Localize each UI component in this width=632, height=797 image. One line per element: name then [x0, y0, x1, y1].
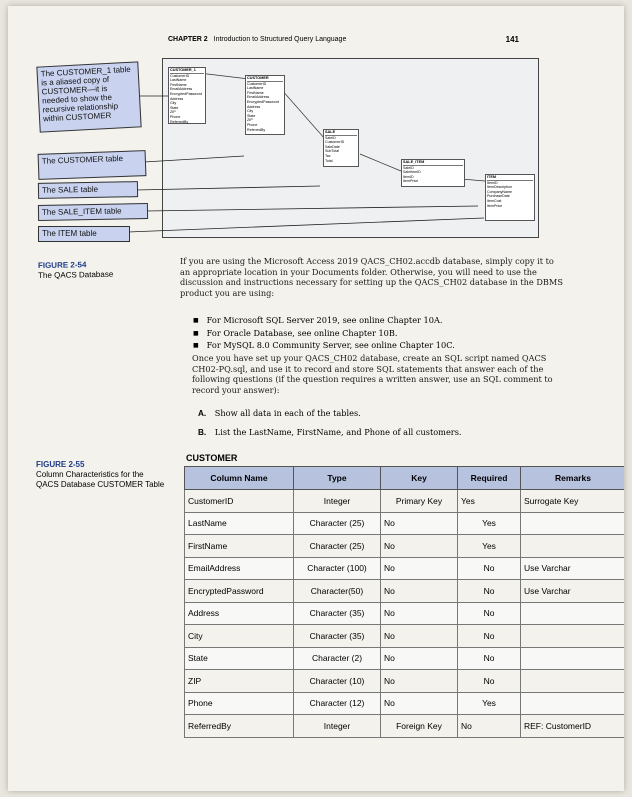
figure-2-54-caption: [38, 259, 158, 281]
column-header: Key: [381, 467, 458, 490]
table-row: ZIP Character (10) No No: [185, 670, 625, 693]
list-item: ■ For Oracle Database, see online Chapter 10B.: [193, 328, 455, 341]
column-header: Required: [458, 467, 521, 490]
table-row: CustomerID Integer Primary Key Yes Surrogate Key: [185, 490, 625, 513]
callout-customer1: The CUSTOMER_1 table is a aliased copy of CUSTOMER—it is needed to show the recursive relationship within CUSTOMER: [36, 61, 141, 132]
figure-2-54-title: The QACS Database: [38, 269, 114, 281]
list-item: ■ For MySQL 8.0 Community Server, see online Chapter 10C.: [193, 340, 455, 353]
column-header: Remarks: [521, 467, 625, 490]
question-a-label: A.: [198, 409, 207, 418]
table-row: Phone Character (12) No Yes: [185, 692, 625, 715]
dbms-list: [193, 315, 455, 353]
table-row: FirstName Character (25) No Yes: [185, 535, 625, 558]
list-item: ■ For Microsoft SQL Server 2019, see online Chapter 10A.: [193, 315, 455, 328]
callout-sale: The SALE table: [38, 181, 138, 199]
question-b-label: B.: [198, 428, 207, 437]
chapter-title: Introduction to Structured Query Language: [213, 36, 347, 43]
chapter-label: CHAPTER 2: [168, 36, 208, 43]
figure-2-54-number: FIGURE 2-54: [37, 260, 87, 271]
customer-table-title: CUSTOMER: [186, 453, 238, 463]
callout-item: The ITEM table: [38, 226, 130, 242]
table-row: Address Character (35) No No: [185, 602, 625, 625]
table-row: EncryptedPassword Character(50) No No Use Varchar: [185, 580, 625, 603]
qacs-relationship-diagram: [162, 58, 539, 238]
table-row: LastName Character (25) No Yes: [185, 512, 625, 535]
table-header-row: [185, 467, 625, 490]
diagram-table-customer1: CUSTOMER_1 CustomerID LastName FirstName EmailAddress EncryptedPassword Address City State ZIP Phone ReferredBy: [168, 67, 206, 124]
diagram-table-sale-item: SALE_ITEM SaleID SaleItemID ItemID ItemPrice: [401, 159, 465, 187]
figure-2-55-caption: [36, 460, 166, 490]
book-page: [8, 6, 624, 791]
question-b-text: List the LastName, FirstName, and Phone of all customers.: [214, 427, 462, 437]
diagram-table-customer: CUSTOMER CustomerID LastName FirstName EmailAddress EncryptedPassword Address City State ZIP Phone ReferredBy: [245, 75, 285, 135]
callout-customer: The CUSTOMER table: [38, 150, 147, 180]
column-header: Type: [294, 467, 381, 490]
running-header: [168, 36, 346, 43]
callout-sale-item: The SALE_ITEM table: [38, 203, 148, 221]
column-header: Column Name: [185, 467, 294, 490]
question-a: [198, 408, 361, 418]
figure-2-55-number: FIGURE 2-55: [36, 460, 85, 469]
table-row: State Character (2) No No: [185, 647, 625, 670]
diagram-table-item: ITEM ItemID ItemDescription CompanyName PurchaseDate ItemCost ItemPrice: [485, 174, 535, 221]
script-paragraph: Once you have set up your QACS_CH02 database, create an SQL script named QACS CH02-PQ.sql, and use it to record and store SQL statements that answer each of the following questions (if the question requires a written answer, use an SQL comment to record your answer):: [192, 353, 553, 395]
table-row: EmailAddress Character (100) No No Use Varchar: [185, 557, 625, 580]
intro-paragraph: If you are using the Microsoft Access 2019 QACS_CH02.accdb database, simply copy it to an appropriate location in your Documents folder. Otherwise, you will need to use the discussion and instructions necessary for setting up the QACS_CH02 database in the DBMS product you are using:: [180, 256, 563, 298]
question-a-text: Show all data in each of the tables.: [214, 408, 361, 418]
page-number: 141: [505, 35, 519, 44]
figure-2-55-title: Column Characteristics for the QACS Database CUSTOMER Table: [36, 470, 165, 489]
table-row: ReferredBy Integer Foreign Key No REF: CustomerID: [185, 715, 625, 738]
diagram-table-sale: SALE SaleID CustomerID SaleDate SubTotal Tax Total: [323, 129, 359, 167]
table-row: City Character (35) No No: [185, 625, 625, 648]
customer-columns-table: [184, 466, 624, 738]
question-b: [198, 427, 462, 437]
